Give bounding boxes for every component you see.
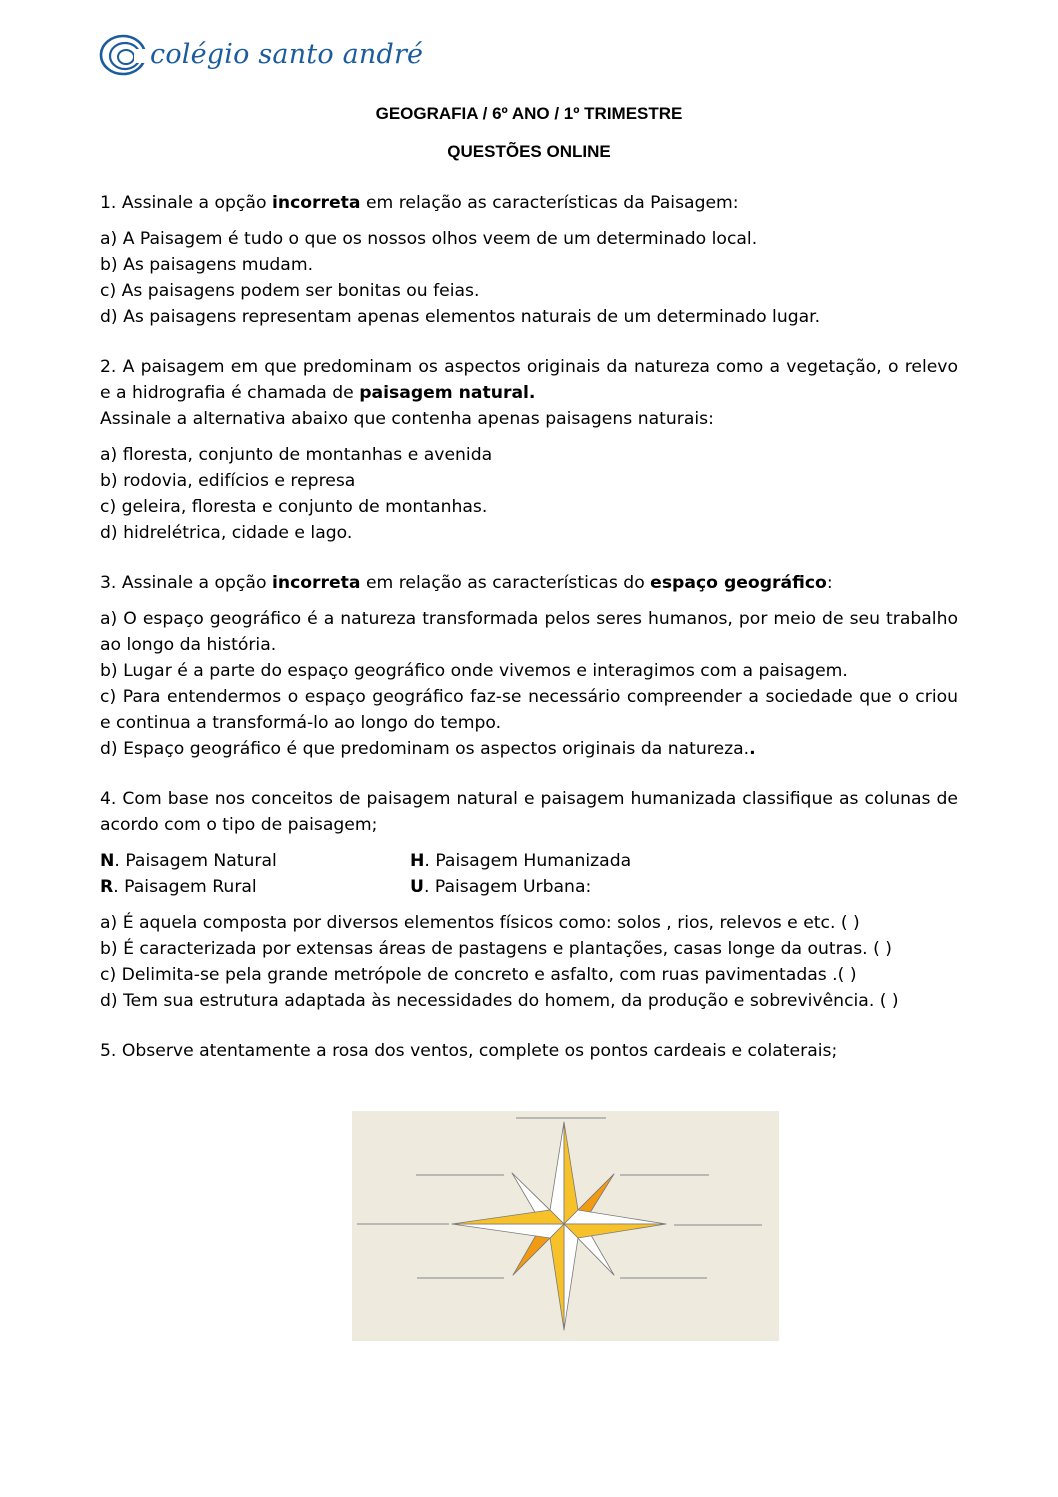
compass-rose-icon: [352, 1087, 779, 1341]
option: a) A Paisagem é tudo o que os nossos olhos veem de um determinado local.: [100, 229, 758, 249]
logo-text: colégio santo andré: [150, 38, 424, 70]
option: b) Lugar é a parte do espaço geográfico onde vivemos e interagimos com a paisagem.: [100, 661, 848, 681]
question-3-options: [100, 606, 958, 762]
option: c) Para entendermos o espaço geográfico faz-se necessário compreender a sociedade que o criou e continua a transformá-lo ao longo do tempo.: [100, 687, 958, 733]
option: c) As paisagens podem ser bonitas ou feias.: [100, 281, 480, 301]
option: d) Tem sua estrutura adaptada às necessidades do homem, da produção e sobrevivência. ( ): [100, 991, 899, 1011]
question-1-options: [100, 226, 958, 330]
legend-item: U. Paisagem Urbana:: [410, 877, 592, 897]
option: d) hidrelétrica, cidade e lago.: [100, 523, 353, 543]
option: b) É caracterizada por extensas áreas de pastagens e plantações, casas longe da outras. ( ): [100, 939, 892, 959]
option: b) As paisagens mudam.: [100, 255, 314, 275]
question-4: 4. Com base nos conceitos de paisagem natural e paisagem humanizada classifique as colunas de acordo com o tipo de paisagem;: [100, 789, 958, 835]
swirl-logo-icon: [98, 29, 148, 79]
question-3: 3. Assinale a opção incorreta em relação as características do espaço geográfico:: [100, 573, 833, 593]
option: d) Espaço geográfico é que predominam os aspectos originais da natureza..: [100, 739, 756, 759]
school-logo: [98, 26, 423, 82]
question-5: 5. Observe atentamente a rosa dos ventos, complete os pontos cardeais e colaterais;: [100, 1041, 838, 1061]
page-subtitle: QUESTÕES ONLINE: [447, 142, 611, 161]
option: a) O espaço geográfico é a natureza transformada pelos seres humanos, por meio de seu trabalho ao longo da história.: [100, 609, 958, 655]
question-2-options: [100, 442, 958, 546]
legend-item: R. Paisagem Rural: [100, 877, 257, 897]
legend-item: H. Paisagem Humanizada: [410, 851, 632, 871]
option: a) floresta, conjunto de montanhas e avenida: [100, 445, 493, 465]
option: c) geleira, floresta e conjunto de montanhas.: [100, 497, 488, 517]
option: a) É aquela composta por diversos elementos físicos como: solos , rios, relevos e etc. ( ): [100, 913, 860, 933]
question-2-instruction: Assinale a alternativa abaixo que contenha apenas paisagens naturais:: [100, 409, 714, 429]
questions: [100, 190, 958, 1064]
option: b) rodovia, edifícios e represa: [100, 471, 356, 491]
question-4-legend: [100, 848, 958, 900]
compass-rose-image: [352, 1087, 779, 1341]
question-2: 2. A paisagem em que predominam os aspectos originais da natureza como a vegetação, o relevo e a hidrografia é chamada de paisagem natural.: [100, 357, 958, 403]
question-4-options: [100, 910, 958, 1014]
legend-item: N. Paisagem Natural: [100, 851, 277, 871]
question-1: 1. Assinale a opção incorreta em relação as características da Paisagem:: [100, 193, 739, 213]
option: d) As paisagens representam apenas elementos naturais de um determinado lugar.: [100, 307, 821, 327]
page-title: GEOGRAFIA / 6º ANO / 1º TRIMESTRE: [375, 104, 683, 123]
option: c) Delimita-se pela grande metrópole de concreto e asfalto, com ruas pavimentadas .( ): [100, 965, 857, 985]
